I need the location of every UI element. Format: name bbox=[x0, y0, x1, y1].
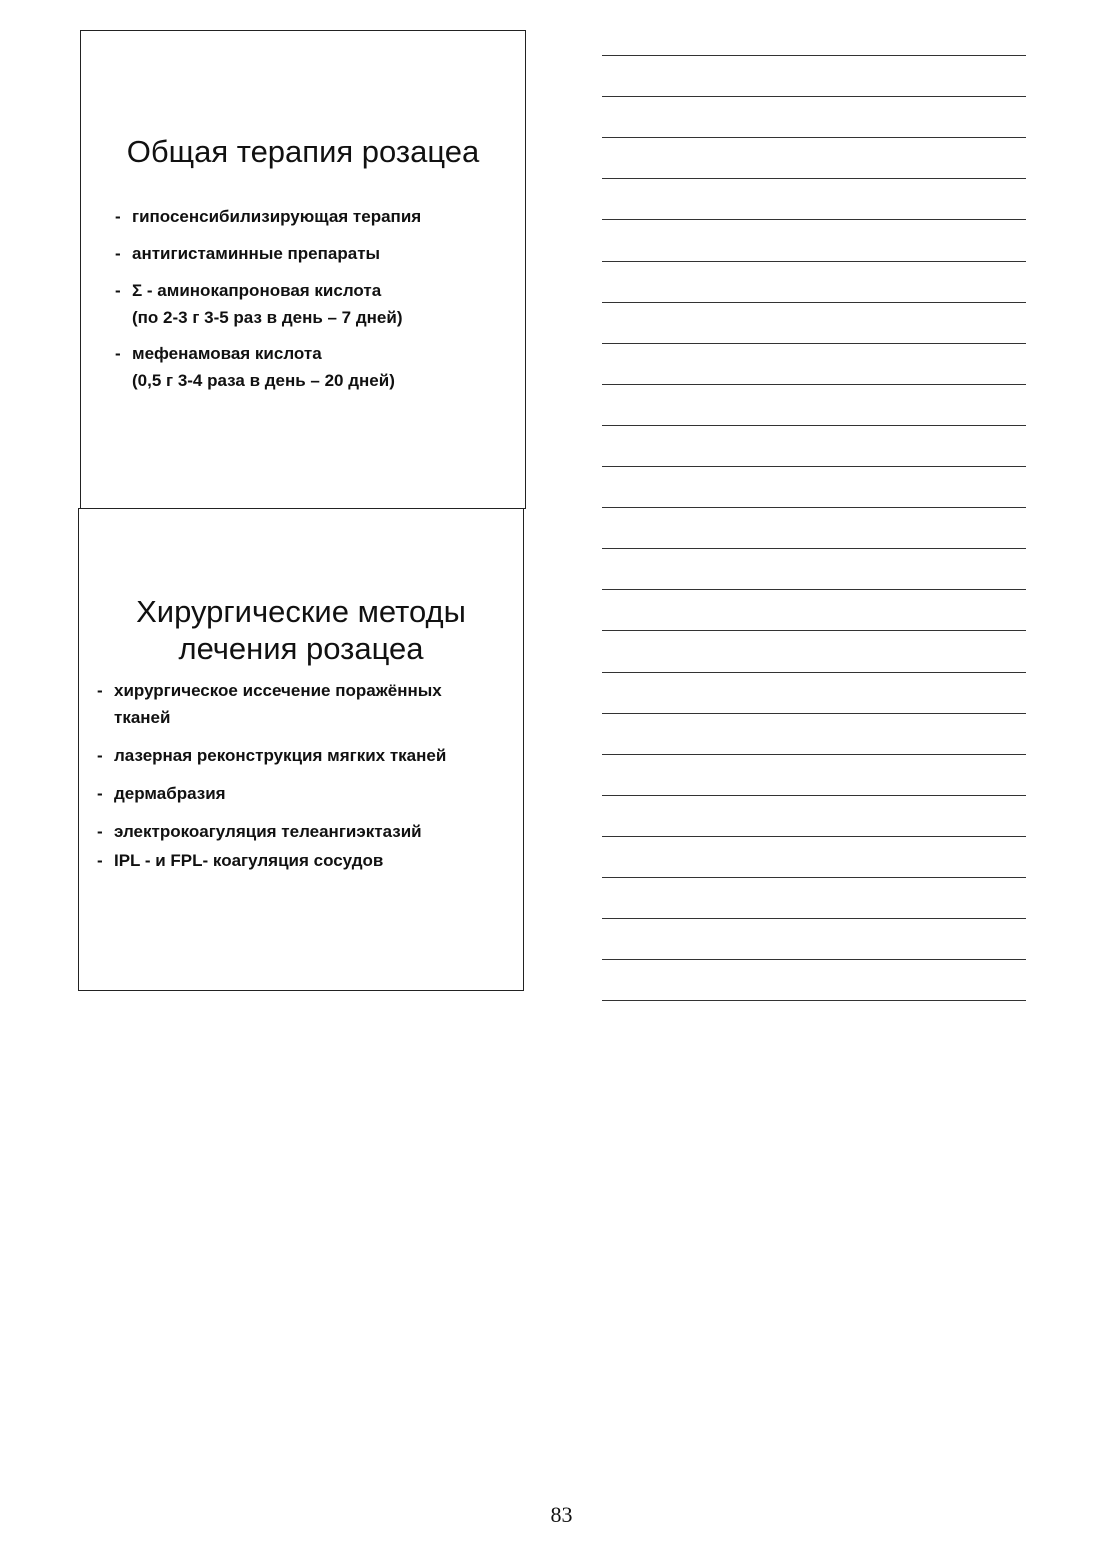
note-line bbox=[602, 959, 1026, 960]
note-line bbox=[602, 137, 1026, 138]
note-line bbox=[602, 630, 1026, 631]
bullet-marker: - bbox=[97, 746, 103, 765]
note-line bbox=[602, 302, 1026, 303]
note-line bbox=[602, 713, 1026, 714]
slide-title: Хирургические методы лечения розацеа bbox=[136, 594, 466, 666]
note-line bbox=[602, 1000, 1026, 1001]
list-item bbox=[115, 277, 515, 331]
list-item bbox=[115, 340, 515, 394]
note-line bbox=[602, 754, 1026, 755]
list-item bbox=[97, 742, 517, 769]
note-line bbox=[602, 548, 1026, 549]
bullet-marker: - bbox=[97, 784, 103, 803]
list-item bbox=[97, 677, 517, 731]
note-line bbox=[602, 795, 1026, 796]
slide-surgical-methods bbox=[78, 508, 524, 991]
note-line bbox=[602, 261, 1026, 262]
note-line bbox=[602, 877, 1026, 878]
bullet-text: электрокоагуляция телеангиэктазий bbox=[114, 822, 422, 841]
list-item bbox=[115, 203, 515, 230]
note-line bbox=[602, 918, 1026, 919]
note-line bbox=[602, 466, 1026, 467]
bullet-marker: - bbox=[115, 344, 121, 363]
bullet-text: Σ - аминокапроновая кислота (по 2-3 г 3-5 раз в день – 7 дней) bbox=[132, 281, 403, 327]
bullet-text: лазерная реконструкция мягких тканей bbox=[114, 746, 447, 765]
bullet-text: антигистаминные препараты bbox=[132, 244, 381, 263]
bullet-text: мефенамовая кислота (0,5 г 3-4 раза в день – 20 дней) bbox=[132, 344, 395, 390]
note-line bbox=[602, 55, 1026, 56]
bullet-marker: - bbox=[97, 851, 103, 870]
note-line bbox=[602, 343, 1026, 344]
list-item bbox=[97, 818, 517, 845]
page-number: 83 bbox=[550, 1502, 573, 1527]
bullet-text: хирургическое иссечение поражённых тканей bbox=[114, 681, 442, 727]
bullet-marker: - bbox=[115, 281, 121, 300]
slide-title: Общая терапия розацеа bbox=[126, 134, 480, 169]
bullet-list bbox=[115, 203, 515, 403]
slide-general-therapy bbox=[80, 30, 526, 509]
bullet-text: IPL - и FPL- коагуляция сосудов bbox=[114, 851, 384, 870]
notes-lines-area bbox=[602, 0, 1026, 1010]
note-line bbox=[602, 178, 1026, 179]
list-item bbox=[97, 847, 517, 874]
bullet-text: дермабразия bbox=[114, 784, 226, 803]
note-line bbox=[602, 96, 1026, 97]
note-line bbox=[602, 219, 1026, 220]
bullet-marker: - bbox=[115, 244, 121, 263]
bullet-text: гипосенсибилизирующая терапия bbox=[132, 207, 422, 226]
note-line bbox=[602, 836, 1026, 837]
bullet-marker: - bbox=[97, 822, 103, 841]
bullet-marker: - bbox=[115, 207, 121, 226]
note-line bbox=[602, 425, 1026, 426]
note-line bbox=[602, 672, 1026, 673]
note-line bbox=[602, 507, 1026, 508]
note-line bbox=[602, 589, 1026, 590]
list-item bbox=[97, 780, 517, 807]
bullet-marker: - bbox=[97, 681, 103, 700]
list-item bbox=[115, 240, 515, 267]
note-line bbox=[602, 384, 1026, 385]
bullet-list bbox=[97, 677, 517, 885]
